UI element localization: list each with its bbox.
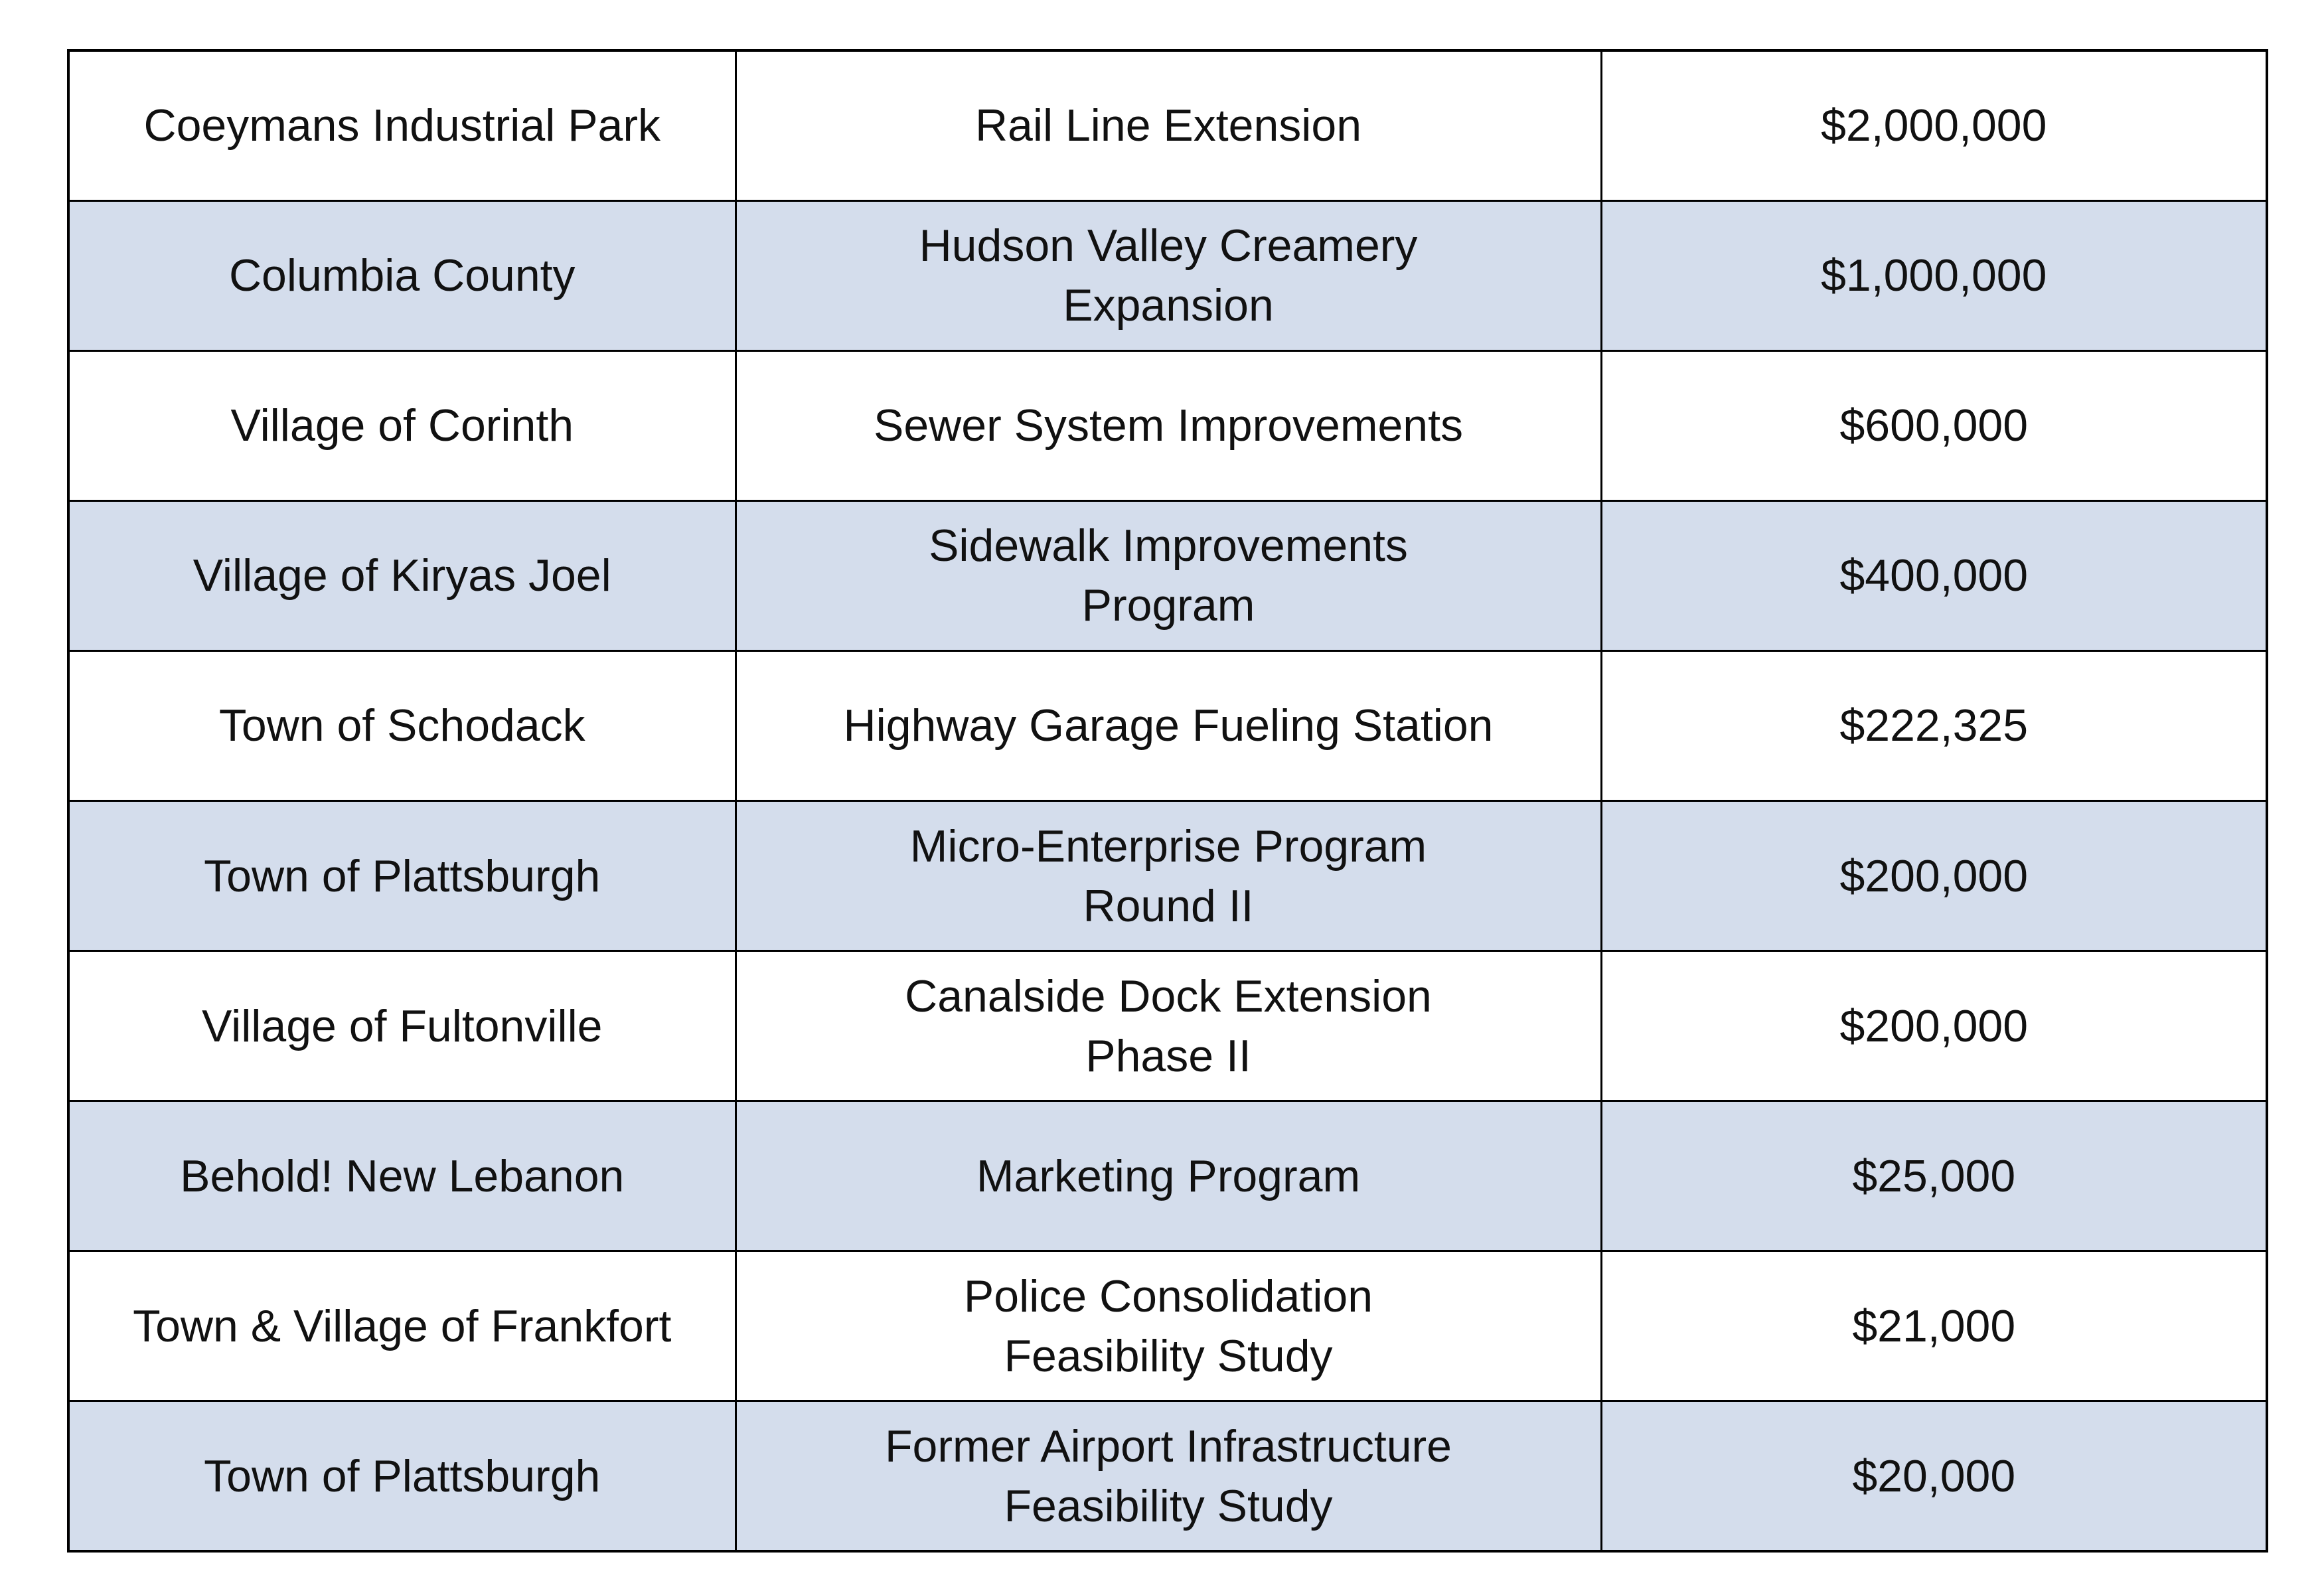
recipient-cell: Village of Fultonville [68,951,736,1101]
recipient-cell: Town of Schodack [68,650,736,800]
table-row [68,800,2267,950]
recipient-cell: Town & Village of Frankfort [68,1251,736,1401]
table-row [68,650,2267,800]
table-row [68,1251,2267,1401]
recipient-cell: Village of Kiryas Joel [68,500,736,650]
table-row [68,200,2267,350]
project-cell: Rail Line Extension [736,50,1601,200]
table-row [68,1401,2267,1551]
project-cell: Hudson Valley Creamery Expansion [736,200,1601,350]
recipient-cell: Columbia County [68,200,736,350]
recipient-cell: Village of Corinth [68,350,736,500]
amount-cell: $222,325 [1601,650,2267,800]
amount-cell: $21,000 [1601,1251,2267,1401]
project-cell: Sidewalk Improvements Program [736,500,1601,650]
recipient-cell: Coeymans Industrial Park [68,50,736,200]
project-cell: Canalside Dock Extension Phase II [736,951,1601,1101]
amount-cell: $20,000 [1601,1401,2267,1551]
amount-cell: $2,000,000 [1601,50,2267,200]
project-cell: Micro-Enterprise Program Round II [736,800,1601,950]
project-cell: Marketing Program [736,1101,1601,1251]
table-row [68,350,2267,500]
project-cell: Highway Garage Fueling Station [736,650,1601,800]
amount-cell: $1,000,000 [1601,200,2267,350]
grants-table [67,49,2268,1553]
project-cell: Sewer System Improvements [736,350,1601,500]
amount-cell: $200,000 [1601,951,2267,1101]
recipient-cell: Behold! New Lebanon [68,1101,736,1251]
recipient-cell: Town of Plattsburgh [68,800,736,950]
amount-cell: $25,000 [1601,1101,2267,1251]
table-row [68,1101,2267,1251]
table-row [68,951,2267,1101]
project-cell: Former Airport Infrastructure Feasibility Study [736,1401,1601,1551]
table-row [68,50,2267,200]
amount-cell: $200,000 [1601,800,2267,950]
table-row [68,500,2267,650]
project-cell: Police Consolidation Feasibility Study [736,1251,1601,1401]
amount-cell: $400,000 [1601,500,2267,650]
recipient-cell: Town of Plattsburgh [68,1401,736,1551]
amount-cell: $600,000 [1601,350,2267,500]
